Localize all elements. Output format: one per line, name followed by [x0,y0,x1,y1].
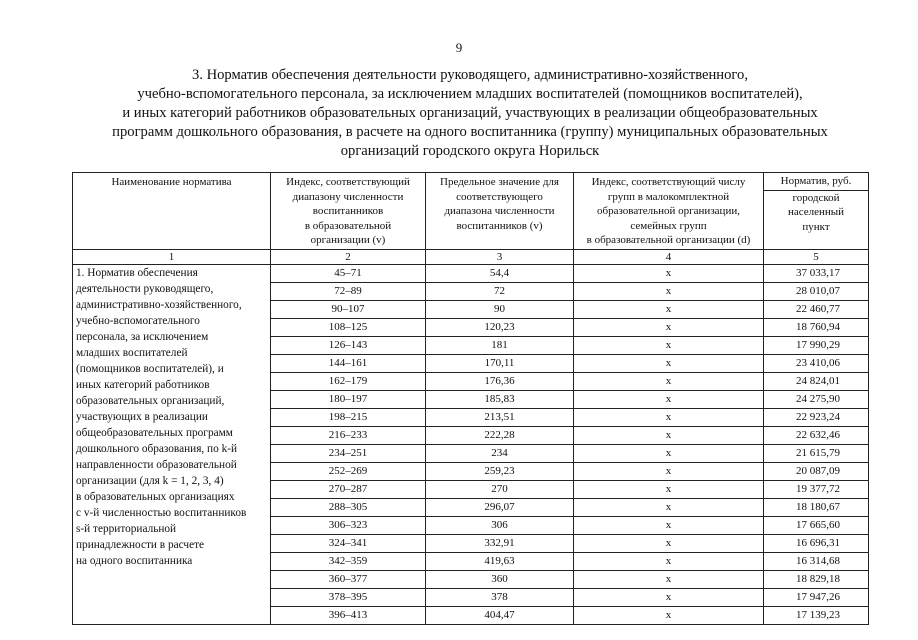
norm-value-cell: 18 180,67 [764,498,869,516]
norm-value-cell: 24 824,01 [764,372,869,390]
range-cell: 342–359 [271,552,426,570]
norm-value-cell: 37 033,17 [764,264,869,282]
norm-value-cell: 17 139,23 [764,606,869,624]
limit-cell: 222,28 [426,426,574,444]
group-index-cell: x [574,552,764,570]
group-index-cell: x [574,462,764,480]
norm-value-cell: 22 923,24 [764,408,869,426]
norm-name-line: общеобразовательных программ [76,426,233,439]
norm-value-cell: 19 377,72 [764,480,869,498]
norm-value-cell: 23 410,06 [764,354,869,372]
group-index-cell: x [574,300,764,318]
limit-cell: 259,23 [426,462,574,480]
norm-value-cell: 21 615,79 [764,444,869,462]
range-cell: 45–71 [271,264,426,282]
norm-name-line: персонала, за исключением [76,330,209,343]
header-range-index: Индекс, соответствующий диапазону численности воспитанников в образовательной организации (v) [271,173,426,250]
section-title [60,66,880,161]
column-number: 3 [426,249,574,264]
range-cell: 216–233 [271,426,426,444]
range-cell: 144–161 [271,354,426,372]
norm-name-cell [73,264,271,624]
column-number: 2 [271,249,426,264]
limit-cell: 404,47 [426,606,574,624]
norm-name-line: учебно-вспомогательного [76,314,200,327]
group-index-cell: x [574,282,764,300]
norm-value-cell: 22 460,77 [764,300,869,318]
range-cell: 108–125 [271,318,426,336]
limit-cell: 306 [426,516,574,534]
norm-name-line: дошкольного образования, по k-й [76,442,238,455]
column-number: 5 [764,249,869,264]
header-group-index: Индекс, соответствующий числу групп в малокомплектной образовательной организации, семейных групп в образовательной организации (d) [574,173,764,250]
range-cell: 324–341 [271,534,426,552]
norm-value-cell: 16 314,68 [764,552,869,570]
limit-cell: 90 [426,300,574,318]
range-cell: 270–287 [271,480,426,498]
limit-cell: 185,83 [426,390,574,408]
range-cell: 72–89 [271,282,426,300]
norm-name-line: младших воспитателей [76,346,188,359]
group-index-cell: x [574,606,764,624]
limit-cell: 419,63 [426,552,574,570]
group-index-cell: x [574,264,764,282]
norm-name-line: административно-хозяйственного, [76,298,242,311]
page-number: 9 [455,40,463,55]
norm-value-cell: 24 275,90 [764,390,869,408]
header-limit-value: Предельное значение для соответствующего диапазона численности воспитанников (v) [426,173,574,250]
header-row [73,173,869,250]
range-cell: 252–269 [271,462,426,480]
norm-value-cell: 18 829,18 [764,570,869,588]
title-line: учебно-вспомогательного персонала, за исключением младших воспитателей (помощников воспитателей), [137,86,803,102]
norm-value-cell: 22 632,46 [764,426,869,444]
group-index-cell: x [574,408,764,426]
norm-name-line: s-й территориальной [76,522,177,535]
column-number: 4 [574,249,764,264]
norm-name-line: участвующих в реализации [76,410,208,423]
group-index-cell: x [574,426,764,444]
range-cell: 90–107 [271,300,426,318]
limit-cell: 332,91 [426,534,574,552]
limit-cell: 120,23 [426,318,574,336]
norm-name-line: иных категорий работников [76,378,210,391]
norm-value-cell: 17 947,26 [764,588,869,606]
range-cell: 162–179 [271,372,426,390]
table-row [73,264,869,282]
group-index-cell: x [574,498,764,516]
title-line: организаций городского округа Норильск [340,143,600,159]
range-cell: 180–197 [271,390,426,408]
group-index-cell: x [574,354,764,372]
header-norm-name: Наименование норматива [73,173,271,250]
range-cell: 378–395 [271,588,426,606]
norm-name-line: направленности образовательной [76,458,237,471]
limit-cell: 360 [426,570,574,588]
norm-name-line: (помощников воспитателей), и [76,362,224,375]
norm-name-line: в образовательных организациях [76,490,235,503]
group-index-cell: x [574,516,764,534]
limit-cell: 234 [426,444,574,462]
range-cell: 288–305 [271,498,426,516]
norm-name-line: на одного воспитанника [76,554,193,567]
group-index-cell: x [574,318,764,336]
title-line: и иных категорий работников образовательных организаций, участвующих в реализации общеобразовательных [122,105,818,121]
title-line: программ дошкольного образования, в расчете на одного воспитанника (группу) муниципальных образовательных [112,124,828,140]
limit-cell: 72 [426,282,574,300]
norm-name-line: образовательных организаций, [76,394,225,407]
limit-cell: 176,36 [426,372,574,390]
range-cell: 234–251 [271,444,426,462]
limit-cell: 213,51 [426,408,574,426]
limit-cell: 296,07 [426,498,574,516]
group-index-cell: x [574,588,764,606]
norm-value-cell: 17 990,29 [764,336,869,354]
norm-name-line: 1. Норматив обеспечения [76,266,198,279]
norm-name-line: с v-й численностью воспитанников [76,506,247,519]
group-index-cell: x [574,480,764,498]
range-cell: 126–143 [271,336,426,354]
norm-name-line: деятельности руководящего, [76,282,214,295]
range-cell: 360–377 [271,570,426,588]
limit-cell: 54,4 [426,264,574,282]
column-number-row [73,249,869,264]
title-line: 3. Норматив обеспечения деятельности руководящего, административно-хозяйственного, [191,67,748,83]
limit-cell: 378 [426,588,574,606]
norm-value-cell: 18 760,94 [764,318,869,336]
limit-cell: 270 [426,480,574,498]
range-cell: 306–323 [271,516,426,534]
norm-table [72,172,869,625]
range-cell: 198–215 [271,408,426,426]
group-index-cell: x [574,372,764,390]
limit-cell: 170,11 [426,354,574,372]
group-index-cell: x [574,444,764,462]
group-index-cell: x [574,390,764,408]
norm-value-cell: 28 010,07 [764,282,869,300]
column-number: 1 [73,249,271,264]
header-norm-rub: Норматив, руб. городской населенный пункт [764,173,869,250]
group-index-cell: x [574,534,764,552]
norm-value-cell: 17 665,60 [764,516,869,534]
norm-name-line: организации (для k = 1, 2, 3, 4) [76,474,224,487]
norm-value-cell: 16 696,31 [764,534,869,552]
norm-name-line: принадлежности в расчете [76,538,205,551]
norm-value-cell: 20 087,09 [764,462,869,480]
group-index-cell: x [574,570,764,588]
range-cell: 396–413 [271,606,426,624]
limit-cell: 181 [426,336,574,354]
group-index-cell: x [574,336,764,354]
